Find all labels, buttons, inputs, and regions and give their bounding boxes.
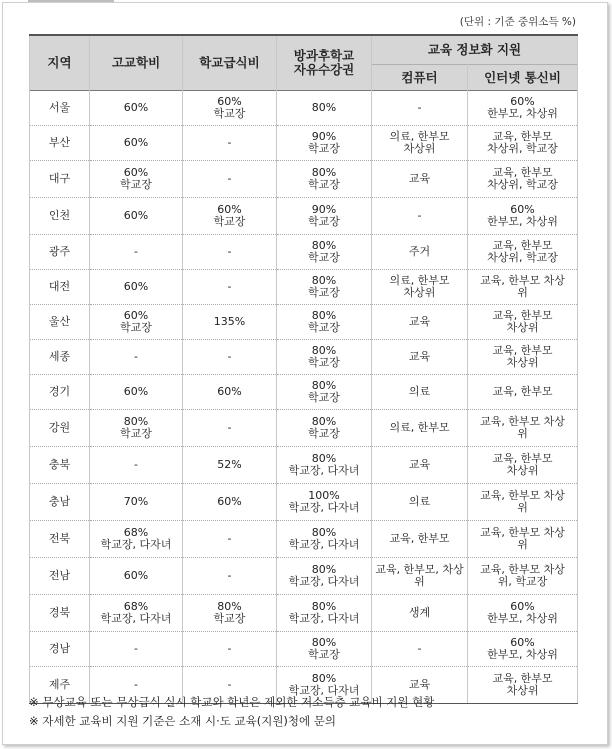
cell-afterschool: 80% xyxy=(277,91,372,126)
cell-tuition: - xyxy=(90,632,183,667)
cell-internet: 60% 한부모, 차상위 xyxy=(468,595,578,632)
cell-afterschool: 80% 학교장, 다자녀 xyxy=(277,667,372,704)
cell-meal: - xyxy=(183,235,277,270)
unit-note: (단위 : 기준 중위소득 %) xyxy=(459,16,576,28)
cell-meal: 135% xyxy=(183,305,277,340)
cell-tuition: 68% 학교장, 다자녀 xyxy=(90,595,183,632)
cell-internet: 교육, 한부모 차상위, 학교장 xyxy=(468,161,578,198)
cell-computer: 생계 xyxy=(372,595,468,632)
table-row xyxy=(30,375,578,410)
cell-afterschool: 80% 학교장, 다자녀 xyxy=(277,595,372,632)
cell-internet: 교육, 한부모 차상 위 xyxy=(468,484,578,521)
top-divider xyxy=(28,0,114,2)
cell-computer: 의료, 한부모 차상위 xyxy=(372,126,468,161)
cell-internet: 교육, 한부모 차상위 xyxy=(468,305,578,340)
header-afterschool: 방과후학교 자유수강권 xyxy=(277,35,372,91)
cell-tuition: - xyxy=(90,235,183,270)
table-row xyxy=(30,595,578,632)
cell-meal: - xyxy=(183,161,277,198)
cell-tuition: 70% xyxy=(90,484,183,521)
header-row-1 xyxy=(30,35,578,65)
cell-internet: 교육, 한부모 차상위, 학교장 xyxy=(468,126,578,161)
cell-internet: 교육, 한부모 차상위 xyxy=(468,667,578,704)
footnote-2: ※ 자세한 교육비 지원 기준은 소재 시·도 교육(지원)청에 문의 xyxy=(29,714,337,728)
table-row xyxy=(30,632,578,667)
cell-internet: 교육, 한부모 차상 위 xyxy=(468,410,578,447)
cell-tuition: - xyxy=(90,667,183,704)
cell-meal: - xyxy=(183,632,277,667)
cell-region: 경기 xyxy=(30,375,90,410)
cell-computer: 교육, 한부모 xyxy=(372,521,468,558)
cell-computer: 교육, 한부모, 차상 위 xyxy=(372,558,468,595)
cell-tuition: 60% xyxy=(90,91,183,126)
cell-tuition: 60% xyxy=(90,270,183,305)
cell-meal: - xyxy=(183,521,277,558)
cell-computer: 교육 xyxy=(372,667,468,704)
cell-computer: 교육 xyxy=(372,447,468,484)
header-internet: 인터넷 통신비 xyxy=(468,65,578,91)
cell-tuition: 60% xyxy=(90,375,183,410)
cell-tuition: - xyxy=(90,447,183,484)
cell-tuition: 60% 학교장 xyxy=(90,161,183,198)
cell-computer: 주거 xyxy=(372,235,468,270)
cell-meal: 60% xyxy=(183,375,277,410)
cell-computer: - xyxy=(372,91,468,126)
cell-region: 대전 xyxy=(30,270,90,305)
table-row xyxy=(30,161,578,198)
table-row xyxy=(30,305,578,340)
cell-meal: - xyxy=(183,410,277,447)
cell-region: 충남 xyxy=(30,484,90,521)
cell-computer: - xyxy=(372,198,468,235)
header-meal: 학교급식비 xyxy=(183,35,277,91)
cell-afterschool: 80% 학교장 xyxy=(277,375,372,410)
table-row xyxy=(30,235,578,270)
cell-tuition: 60% xyxy=(90,198,183,235)
table-body xyxy=(30,91,578,704)
table-row xyxy=(30,521,578,558)
cell-afterschool: 80% 학교장 xyxy=(277,270,372,305)
cell-meal: - xyxy=(183,340,277,375)
table-row xyxy=(30,91,578,126)
cell-region: 인천 xyxy=(30,198,90,235)
cell-region: 전남 xyxy=(30,558,90,595)
cell-meal: 52% xyxy=(183,447,277,484)
cell-meal: 60% 학교장 xyxy=(183,198,277,235)
cell-region: 충북 xyxy=(30,447,90,484)
table-row xyxy=(30,484,578,521)
cell-region: 광주 xyxy=(30,235,90,270)
cell-tuition: 60% 학교장 xyxy=(90,305,183,340)
cell-meal: - xyxy=(183,270,277,305)
cell-tuition: - xyxy=(90,340,183,375)
cell-internet: 교육, 한부모 차상 위, 학교장 xyxy=(468,558,578,595)
cell-computer: 의료, 한부모 차상위 xyxy=(372,270,468,305)
cell-afterschool: 80% 학교장 xyxy=(277,410,372,447)
cell-afterschool: 80% 학교장, 다자녀 xyxy=(277,558,372,595)
table-row xyxy=(30,270,578,305)
table-row xyxy=(30,126,578,161)
header-tuition: 고교학비 xyxy=(90,35,183,91)
cell-internet: 교육, 한부모 차상위 xyxy=(468,447,578,484)
cell-afterschool: 80% 학교장 xyxy=(277,632,372,667)
cell-internet: 교육, 한부모 xyxy=(468,375,578,410)
cell-region: 강원 xyxy=(30,410,90,447)
cell-region: 부산 xyxy=(30,126,90,161)
cell-afterschool: 80% 학교장 xyxy=(277,340,372,375)
cell-internet: 60% 한부모, 차상위 xyxy=(468,198,578,235)
table-row xyxy=(30,447,578,484)
cell-computer: 교육 xyxy=(372,305,468,340)
cell-afterschool: 80% 학교장 xyxy=(277,235,372,270)
cell-meal: 60% xyxy=(183,484,277,521)
cell-computer: 의료 xyxy=(372,484,468,521)
cell-afterschool: 100% 학교장, 다자녀 xyxy=(277,484,372,521)
cell-internet: 교육, 한부모 차상위 xyxy=(468,340,578,375)
cell-internet: 60% 한부모, 차상위 xyxy=(468,91,578,126)
cell-meal: 60% 학교장 xyxy=(183,91,277,126)
cell-tuition: 60% xyxy=(90,126,183,161)
cell-meal: - xyxy=(183,667,277,704)
cell-region: 제주 xyxy=(30,667,90,704)
cell-afterschool: 80% 학교장 xyxy=(277,161,372,198)
cell-region: 전북 xyxy=(30,521,90,558)
cell-meal: - xyxy=(183,126,277,161)
cell-afterschool: 80% 학교장 xyxy=(277,305,372,340)
cell-afterschool: 90% 학교장 xyxy=(277,126,372,161)
footnotes xyxy=(29,693,434,731)
cell-meal: 80% 학교장 xyxy=(183,595,277,632)
header-computer: 컴퓨터 xyxy=(372,65,468,91)
table-row xyxy=(30,198,578,235)
cell-computer: 의료, 한부모 xyxy=(372,410,468,447)
table-row xyxy=(30,340,578,375)
education-support-table xyxy=(29,34,578,704)
cell-afterschool: 90% 학교장 xyxy=(277,198,372,235)
cell-internet: 교육, 한부모 차상위, 학교장 xyxy=(468,235,578,270)
cell-internet: 60% 한부모, 차상위 xyxy=(468,632,578,667)
table-row xyxy=(30,558,578,595)
table-row xyxy=(30,410,578,447)
cell-afterschool: 80% 학교장, 다자녀 xyxy=(277,447,372,484)
cell-region: 서울 xyxy=(30,91,90,126)
cell-region: 대구 xyxy=(30,161,90,198)
header-region: 지역 xyxy=(30,35,90,91)
cell-region: 울산 xyxy=(30,305,90,340)
cell-afterschool: 80% 학교장, 다자녀 xyxy=(277,521,372,558)
cell-internet: 교육, 한부모 차상 위 xyxy=(468,521,578,558)
cell-region: 경북 xyxy=(30,595,90,632)
cell-internet: 교육, 한부모 차상 위 xyxy=(468,270,578,305)
cell-computer: 의료 xyxy=(372,375,468,410)
cell-tuition: 80% 학교장 xyxy=(90,410,183,447)
cell-tuition: 60% xyxy=(90,558,183,595)
cell-computer: 교육 xyxy=(372,161,468,198)
cell-computer: - xyxy=(372,632,468,667)
cell-computer: 교육 xyxy=(372,340,468,375)
header-info-support: 교육 정보화 지원 xyxy=(372,35,578,65)
cell-region: 세종 xyxy=(30,340,90,375)
cell-meal: - xyxy=(183,558,277,595)
cell-region: 경남 xyxy=(30,632,90,667)
cell-tuition: 68% 학교장, 다자녀 xyxy=(90,521,183,558)
footnote-1: ※ 무상교육 또는 무상급식 실시 학교와 학년은 제외한 저소득층 교육비 지원 현황 xyxy=(29,695,435,709)
